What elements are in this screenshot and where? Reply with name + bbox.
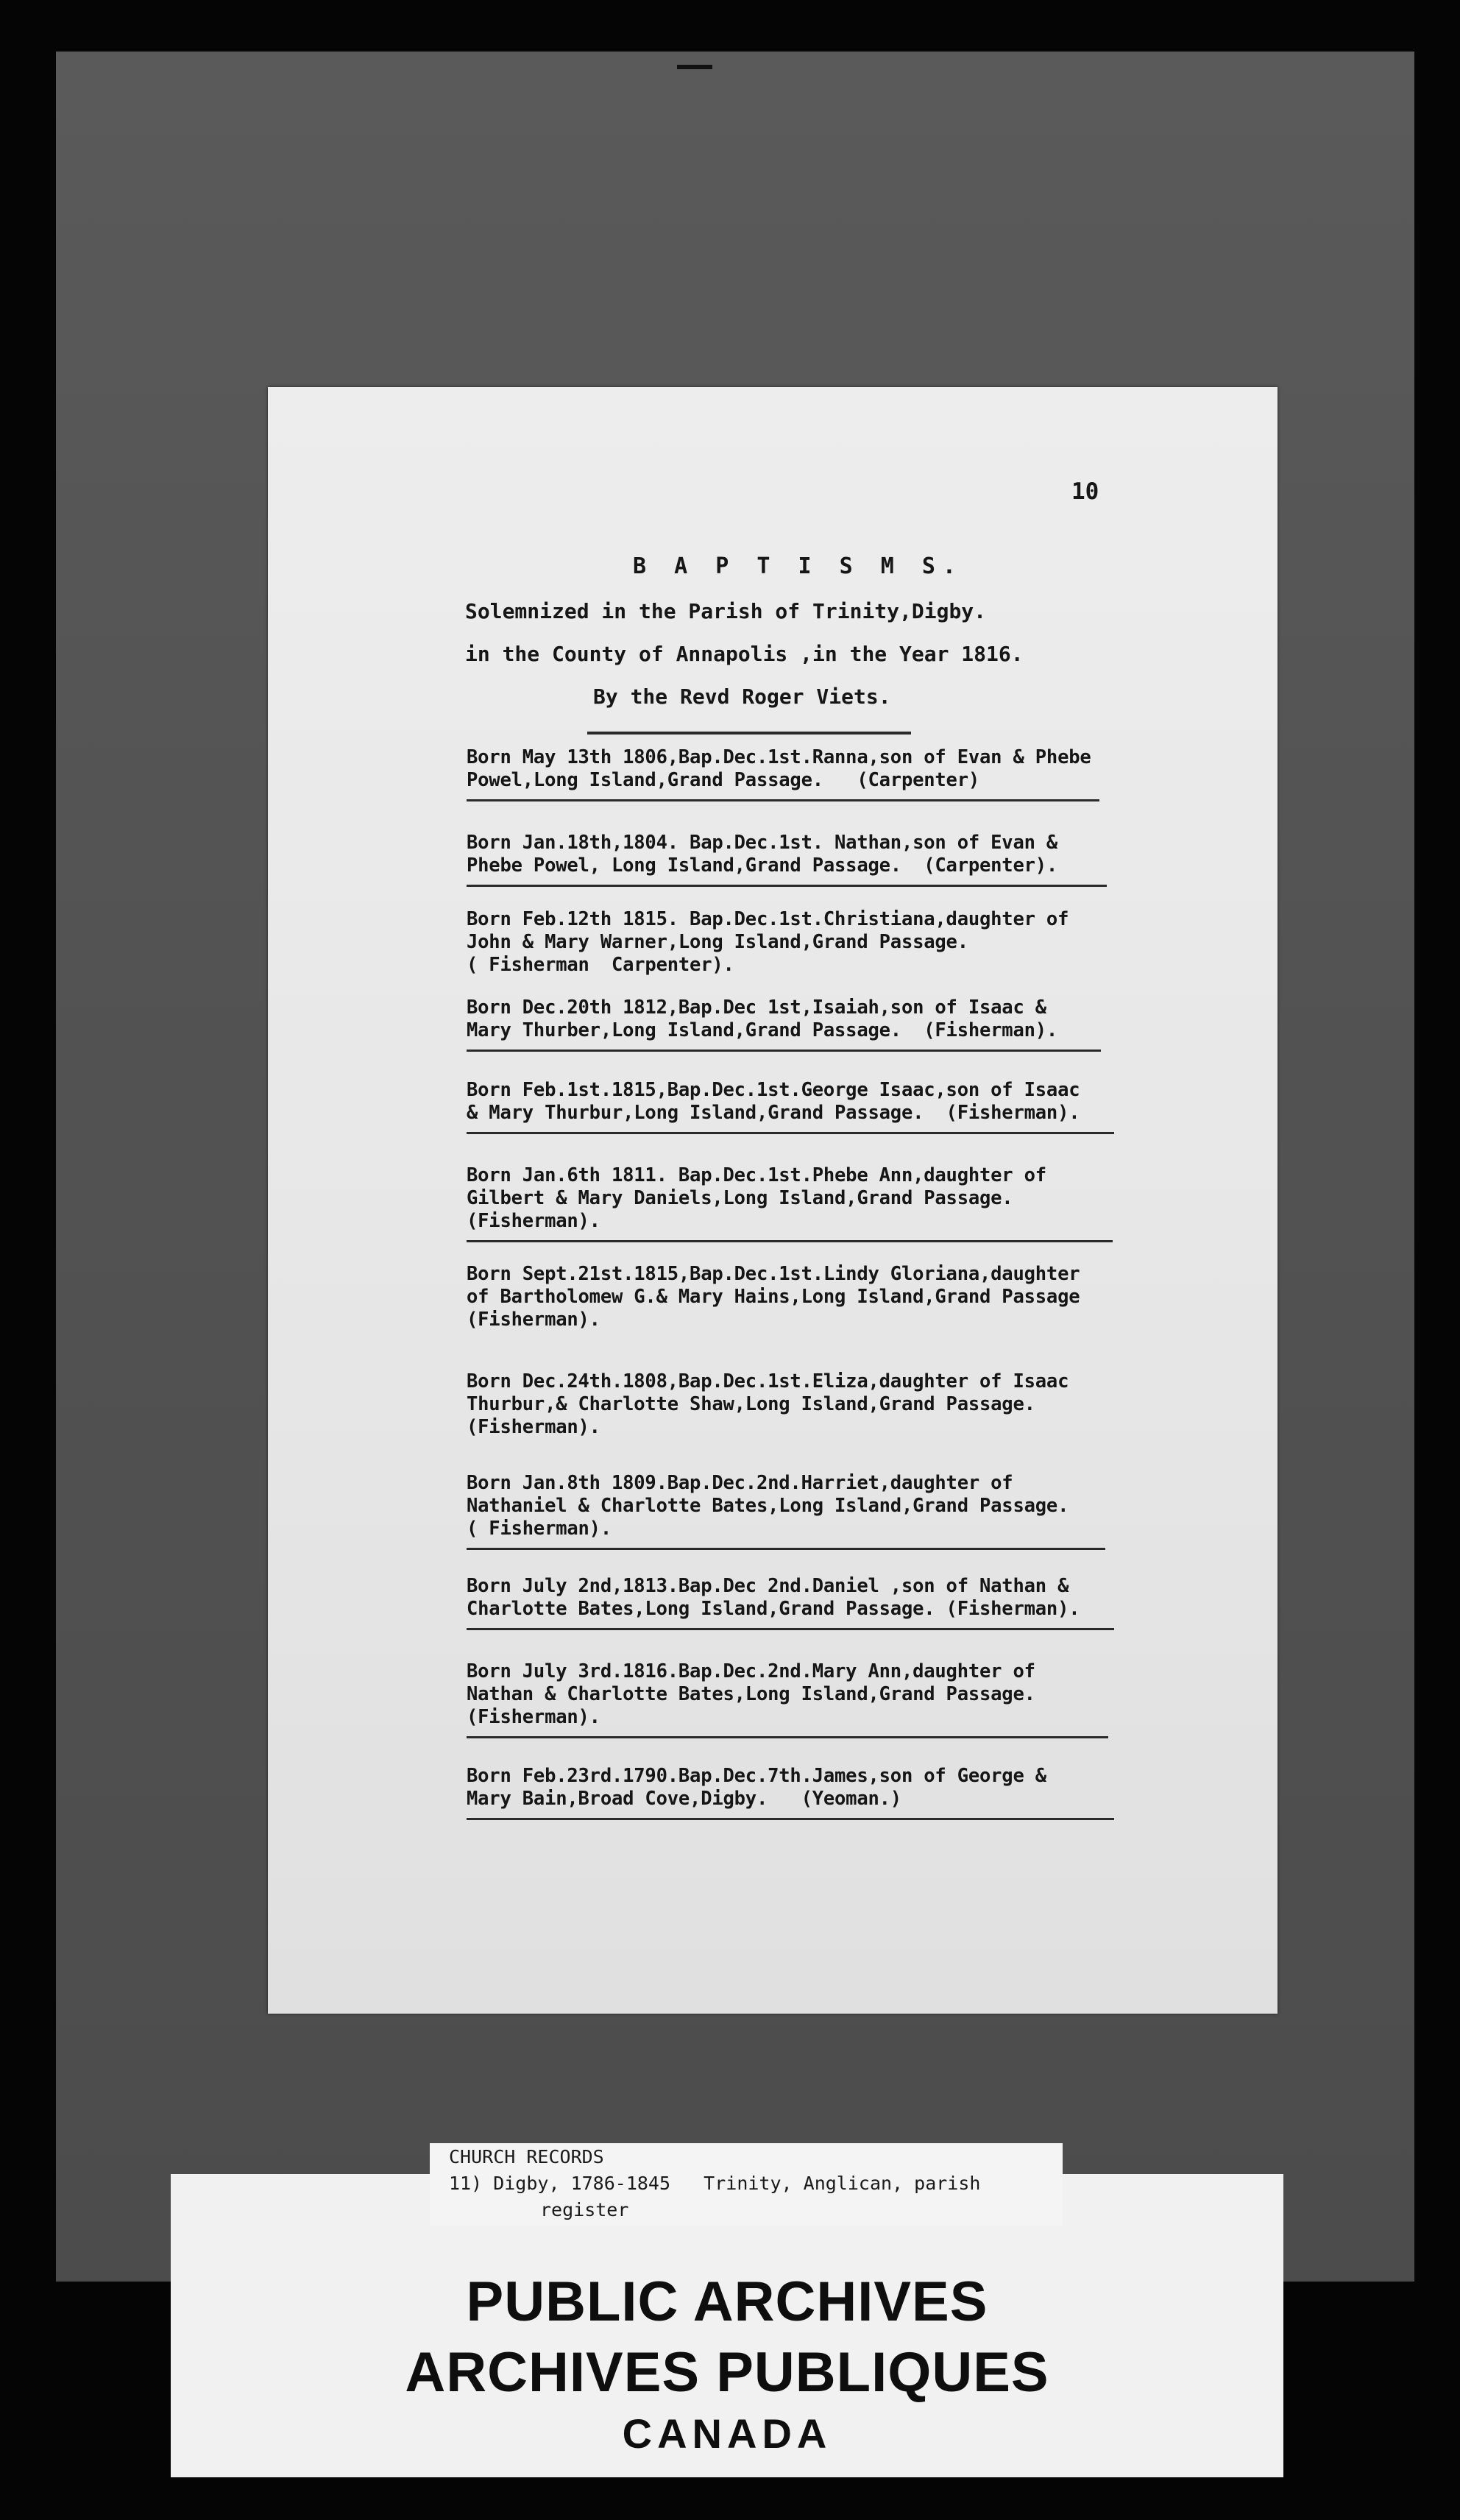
baptism-entry [467,746,1099,801]
entry-line: Born May 13th 1806,Bap.Dec.1st.Ranna,son of Evan & Phebe [467,746,1091,768]
entry-line: ( Fisherman Carpenter). [467,954,734,976]
entry-line: John & Mary Warner,Long Island,Grand Passage. [467,931,968,953]
label-record: 11) Digby, 1786-1845 Trinity, Anglican, parish [449,2173,981,2194]
entry-divider [467,1818,1114,1820]
entry-line: Gilbert & Mary Daniels,Long Island,Grand Passage. [467,1187,1013,1209]
baptism-entry [467,1263,1080,1331]
entry-line: Charlotte Bates,Long Island,Grand Passage. (Fisherman). [467,1598,1080,1620]
entry-line: Phebe Powel, Long Island,Grand Passage. (Carpenter). [467,854,1058,877]
baptism-entry [467,832,1107,887]
archive-label [430,2143,1063,2226]
baptism-entry [467,908,1069,977]
archives-country: CANADA [622,2410,832,2457]
label-collection: CHURCH RECORDS [449,2146,604,2167]
entry-divider [467,1548,1105,1550]
entry-line: Mary Thurber,Long Island,Grand Passage. (Fisherman). [467,1019,1058,1041]
entry-line: Mary Bain,Broad Cove,Digby. (Yeoman.) [467,1788,901,1810]
register-page [268,387,1278,2014]
entry-divider [467,1132,1114,1134]
archives-name-english: PUBLIC ARCHIVES [466,2271,988,2333]
baptism-entry [467,1370,1069,1439]
entry-line: ( Fisherman). [467,1518,612,1540]
baptism-entry [467,1164,1113,1242]
entry-line: Born Sept.21st.1815,Bap.Dec.1st.Lindy Gloriana,daughter [467,1263,1080,1285]
entry-line: (Fisherman). [467,1706,600,1728]
entry-line: Born July 2nd,1813.Bap.Dec 2nd.Daniel ,son of Nathan & [467,1575,1069,1597]
entry-line: (Fisherman). [467,1416,600,1438]
baptism-entry [467,997,1101,1052]
header-divider [587,732,911,735]
header-parish-line: Solemnized in the Parish of Trinity,Digby. [465,599,987,623]
entry-line: Born Dec.20th 1812,Bap.Dec 1st,Isaiah,son of Isaac & [467,997,1046,1019]
header-county-line: in the County of Annapolis ,in the Year 1816. [465,642,1024,666]
film-mark [677,65,712,69]
entry-divider [467,799,1099,801]
baptism-entry [467,1079,1114,1134]
entry-line: Born Jan.6th 1811. Bap.Dec.1st.Phebe Ann,daughter of [467,1164,1046,1186]
label-record-type: register [540,2199,629,2220]
entry-line: Born Dec.24th.1808,Bap.Dec.1st.Eliza,daughter of Isaac [467,1370,1069,1392]
entry-line: Born Feb.12th 1815. Bap.Dec.1st.Christiana,daughter of [467,908,1069,930]
baptism-entry [467,1765,1114,1820]
entry-line: (Fisherman). [467,1309,600,1331]
entry-divider [467,1628,1114,1630]
baptism-entry [467,1660,1108,1738]
entry-line: Powel,Long Island,Grand Passage. (Carpenter) [467,769,980,791]
entry-line: Nathaniel & Charlotte Bates,Long Island,Grand Passage. [467,1495,1069,1517]
entry-divider [467,1736,1108,1738]
baptism-entry [467,1472,1105,1550]
entry-line: (Fisherman). [467,1210,600,1232]
entry-line: & Mary Thurbur,Long Island,Grand Passage. (Fisherman). [467,1102,1080,1124]
entry-line: Born Jan.8th 1809.Bap.Dec.2nd.Harriet,daughter of [467,1472,1013,1494]
entry-line: Born Feb.23rd.1790.Bap.Dec.7th.James,son of George & [467,1765,1046,1787]
entry-line: Nathan & Charlotte Bates,Long Island,Grand Passage. [467,1683,1035,1705]
entry-line: Born Jan.18th,1804. Bap.Dec.1st. Nathan,son of Evan & [467,832,1058,854]
baptism-entry [467,1575,1114,1630]
header-minister-line: By the Revd Roger Viets. [593,684,891,709]
archives-name-french: ARCHIVES PUBLIQUES [405,2341,1049,2404]
entry-line: of Bartholomew G.& Mary Hains,Long Island,Grand Passage [467,1286,1080,1308]
entry-divider [467,1050,1101,1052]
page-number: 10 [1071,478,1099,505]
page-title: B A P T I S M S. [633,553,963,579]
entry-divider [467,1240,1113,1242]
entry-divider [467,885,1107,887]
entry-line: Born Feb.1st.1815,Bap.Dec.1st.George Isaac,son of Isaac [467,1079,1080,1101]
entry-line: Thurbur,& Charlotte Shaw,Long Island,Grand Passage. [467,1393,1035,1415]
entry-line: Born July 3rd.1816.Bap.Dec.2nd.Mary Ann,daughter of [467,1660,1035,1682]
